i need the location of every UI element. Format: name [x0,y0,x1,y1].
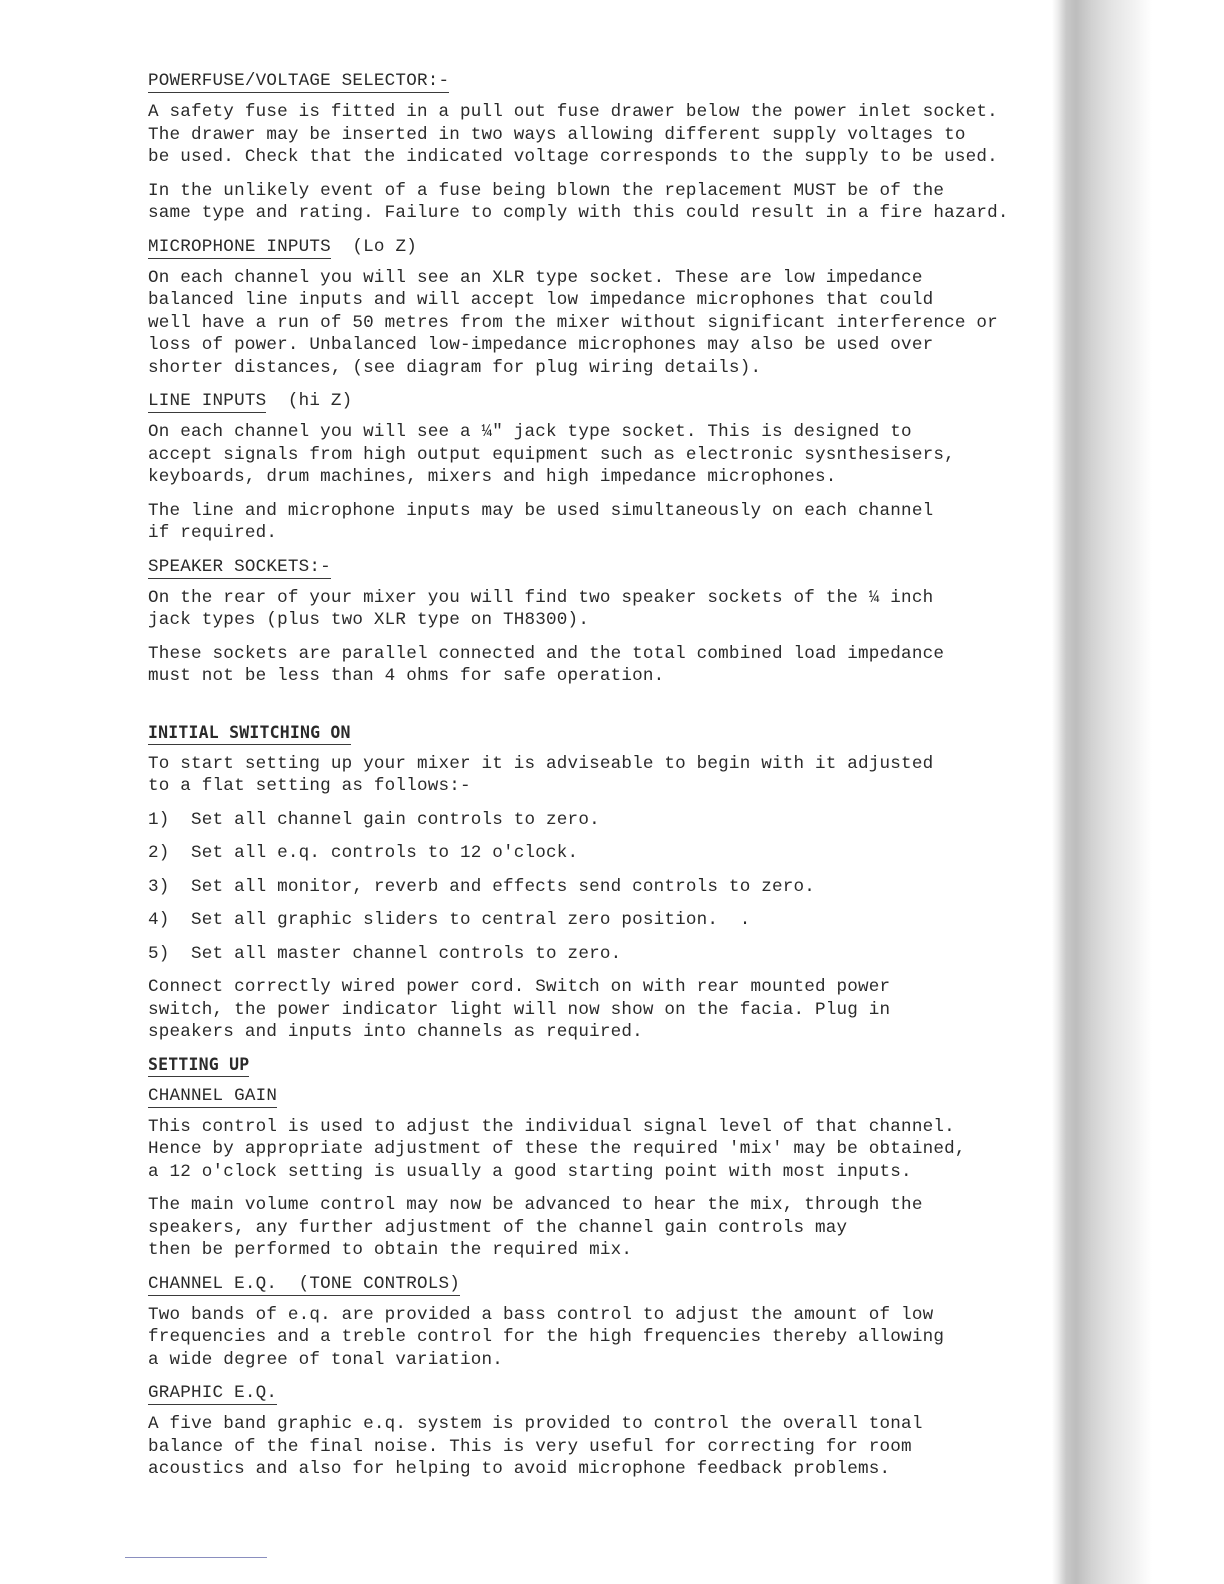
page-content [148,70,1078,1492]
paragraph-initial-switching-intro: To start setting up your mixer it is adviseable to begin with it adjusted to a flat setting as follows:- [148,753,934,796]
heading-microphone-inputs-suffix: (Lo Z) [330,236,417,257]
heading-line-inputs-suffix: (hi Z) [266,391,353,411]
paragraph-graphic-eq: A five band graphic e.q. system is provided to control the overall tonal balance of the final noise. This is very useful for correcting for room acoustics and also for helping to avoid microphone feedback problems. [148,1414,923,1479]
heading-setting-up: SETTING UP [148,1055,249,1077]
step-item: 2) Set all e.q. controls to 12 o'clock. [148,843,579,863]
paragraph-channel-gain-1: This control is used to adjust the individual signal level of that channel. Hence by appropriate adjustment of these the required 'mix' may be obtained, a 12 o'clock setting is usually a good starting point with most inputs. [148,1116,966,1182]
section-spacer [148,699,1078,723]
heading-channel-eq: CHANNEL E.Q. (TONE CONTROLS) [148,1273,460,1294]
heading-powerfuse: POWERFUSE/VOLTAGE SELECTOR:- [148,71,450,91]
paragraph-speaker-sockets-2: These sockets are parallel connected and the total combined load impedance must not be less than 4 ohms for safe operation. [148,643,945,686]
paragraph-microphone-inputs: On each channel you will see an XLR type socket. These are low impedance balanced line inputs and will accept low impedance microphones that could well have a run of 50 metres from the mixer without significant interference or loss of power. Unbalanced low-impedance microphones may also be used over shorter distances, (see diagram for plug wiring details). [148,267,998,378]
heading-graphic-eq: GRAPHIC E.Q. [148,1383,278,1403]
paragraph-speaker-sockets-1: On the rear of your mixer you will find two speaker sockets of the ¼ inch jack types (plus two XLR type on TH8300). [148,587,934,630]
heading-channel-gain: CHANNEL GAIN [148,1085,278,1106]
heading-microphone-inputs: MICROPHONE INPUTS [148,236,331,257]
step-item: 4) Set all graphic sliders to central zero position. . [148,910,751,930]
heading-speaker-sockets: SPEAKER SOCKETS:- [148,556,331,577]
paragraph-powerfuse-1: A safety fuse is fitted in a pull out fuse drawer below the power inlet socket. The drawer may be inserted in two ways allowing different supply voltages to be used. Check that the indicated voltage corresponds to the supply to be used. [148,102,998,167]
step-item: 3) Set all monitor, reverb and effects send controls to zero. [148,876,815,897]
step-item: 5) Set all master channel controls to zero. [148,943,622,964]
heading-line-inputs: LINE INPUTS [148,391,267,411]
paragraph-channel-gain-2: The main volume control may now be advanced to hear the mix, through the speakers, any further adjustment of the channel gain controls may then be performed to obtain the required mix. [148,1195,923,1260]
footnote-rule [125,1557,267,1558]
paragraph-powerfuse-2: In the unlikely event of a fuse being blown the replacement MUST be of the same type and rating. Failure to comply with this could result in a fire hazard. [148,180,1009,223]
step-item: 1) Set all channel gain controls to zero. [148,809,600,830]
paragraph-channel-eq: Two bands of e.q. are provided a bass control to adjust the amount of low frequencies and a treble control for the high frequencies thereby allowing a wide degree of tonal variation. [148,1304,945,1370]
heading-initial-switching-on: INITIAL SWITCHING ON [148,723,351,745]
paragraph-line-inputs-1: On each channel you will see a ¼" jack type socket. This is designed to accept signals from high output equipment such as electronic sysnthesisers, keyboards, drum machines, mixers and high impedance microphones. [148,422,955,487]
paragraph-line-inputs-2: The line and microphone inputs may be used simultaneously on each channel if required. [148,500,934,543]
paragraph-initial-switching-outro: Connect correctly wired power cord. Switch on with rear mounted power switch, the power indicator light will now show on the facia. Plug in speakers and inputs into channels as required. [148,977,891,1042]
